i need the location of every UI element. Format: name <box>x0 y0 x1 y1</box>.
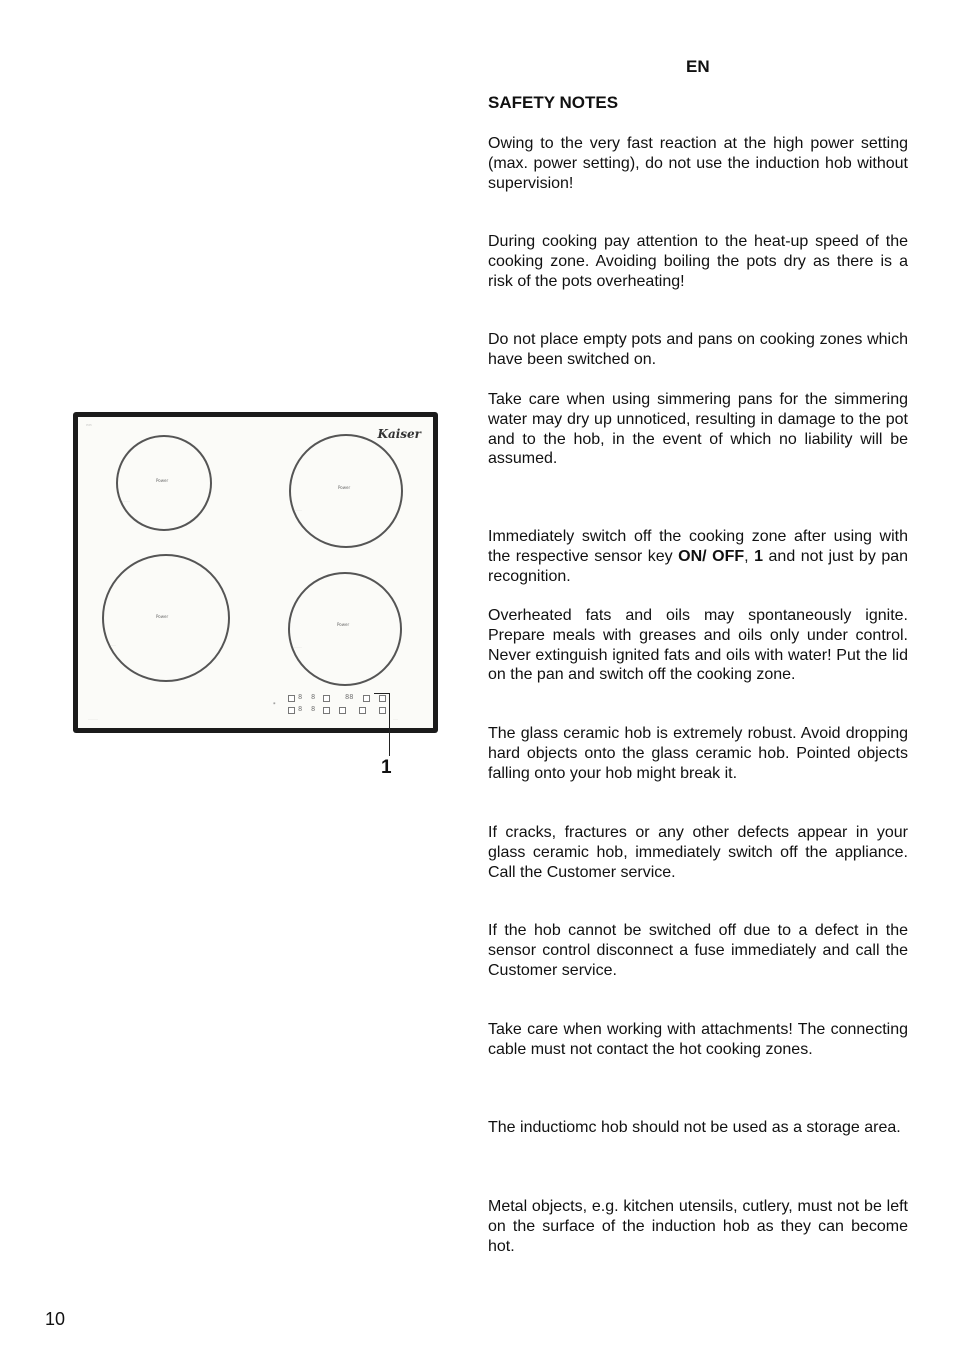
cooking-zone-rear-left <box>116 435 212 531</box>
callout-number: 1 <box>381 757 392 778</box>
paragraph: Owing to the very fast reaction at the high power setting (max. power setting), do not use the induction hob without supervision! <box>488 135 908 192</box>
paragraph: If the hob cannot be switched off due to a defect in the sensor control disconnect a fuse immediately and call the Customer service. <box>488 922 908 979</box>
zone-label: Power <box>337 622 350 627</box>
sensor-key <box>323 695 330 702</box>
zone-label: Power <box>156 478 169 483</box>
callout-line <box>374 693 390 694</box>
key-number-ref: 1 <box>754 547 764 565</box>
paragraph: Overheated fats and oils may spontaneously ignite. Prepare meals with greases and oils only under control. Never extinguish ignited fats and oils with water! Put the lid on the pan and switch off the cooking zone. <box>488 607 908 684</box>
paragraph: Immediately switch off the cooking zone after using with the respective sensor key ON/ OFF, 1 and not just by pan recognition. <box>488 528 909 585</box>
paragraph: Take care when using simmering pans for the simmering water may dry up unnoticed, resulting in damage to the pot and to the hob, in the event of which no liability will be assumed. <box>488 391 908 468</box>
paragraph: During cooking pay attention to the heat-up speed of the cooking zone. Avoiding boiling the pots dry as there is a risk of the pots overheating! <box>488 233 908 290</box>
sensor-key <box>339 707 346 714</box>
hob-glass-surface: Kaiser ▭▭ Power ········ Power ········ Power ········ Power ········ 8 8 88 8 8 ◉ ·········· ····· <box>78 417 433 728</box>
language-code: EN <box>686 57 710 76</box>
sensor-key <box>363 695 370 702</box>
paragraph: The glass ceramic hob is extremely robust. Avoid dropping hard objects onto the glass ceramic hob. Pointed objects falling onto your hob might break it. <box>488 725 908 782</box>
control-panel: 8 8 88 8 8 ◉ <box>283 693 403 719</box>
sensor-key <box>379 707 386 714</box>
callout-line <box>389 693 390 756</box>
zone-label: Power <box>338 485 351 490</box>
on-off-key-ref: ON/ OFF <box>678 547 745 565</box>
hob-illustration <box>73 412 438 733</box>
sensor-key <box>288 695 295 702</box>
paragraph: The inductiomc hob should not be used as a storage area. <box>488 1119 901 1136</box>
page-number: 10 <box>45 1309 66 1329</box>
zone-label: Power <box>156 614 169 619</box>
paragraph: Metal objects, e.g. kitchen utensils, cutlery, must not be left on the surface of the induction hob as they can become hot. <box>488 1198 908 1255</box>
on-off-sensor-key <box>379 695 386 702</box>
cooking-zone-rear-right <box>289 434 403 548</box>
brand-logo: Kaiser <box>377 427 421 441</box>
cooking-zone-front-right <box>288 572 402 686</box>
paragraph: If cracks, fractures or any other defects appear in your glass ceramic hob, immediately switch off the appliance. Call the Customer service. <box>488 824 908 881</box>
sensor-key <box>359 707 366 714</box>
paragraph: Take care when working with attachments! The connecting cable must not contact the hot cooking zones. <box>488 1021 908 1058</box>
sensor-key <box>288 707 295 714</box>
section-heading: SAFETY NOTES <box>488 93 619 112</box>
sensor-key <box>323 707 330 714</box>
paragraph: Do not place empty pots and pans on cooking zones which have been switched on. <box>488 331 908 368</box>
